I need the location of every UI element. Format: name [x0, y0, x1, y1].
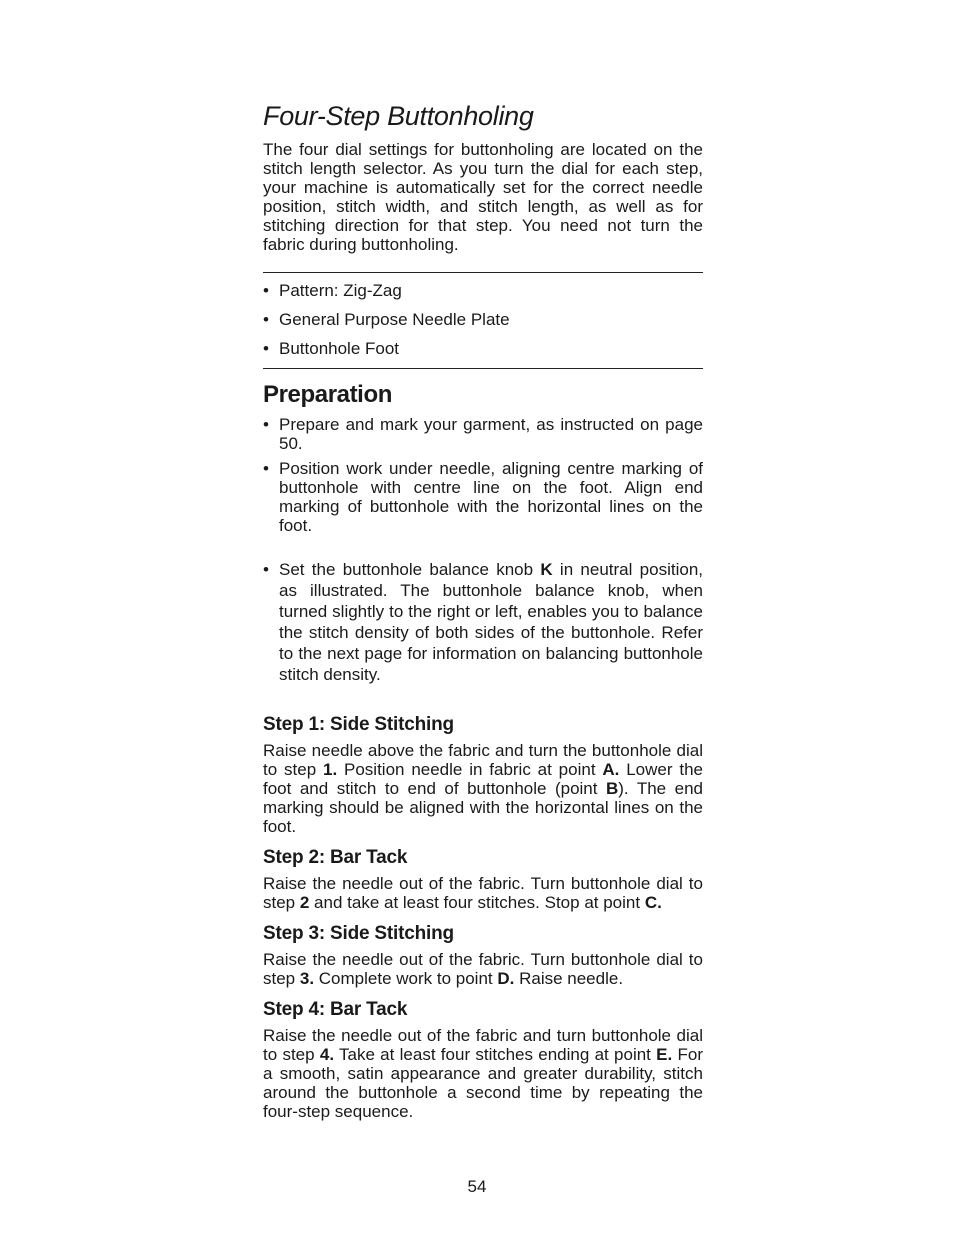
step-4-text: Raise the needle out of the fabric and turn buttonhole dial to step 4. Take at least four stitches ending at point E. For a smooth, satin appearance and greater durability, stitch around the buttonhole a second time by repeating the four-step sequence.: [263, 1026, 704, 1121]
page-title: Four-Step Buttonholing: [263, 101, 534, 131]
step-4-section: [263, 998, 703, 1121]
intro-paragraph: The four dial settings for buttonholing are located on the stitch length selector. As you turn the dial for each step, your machine is automatically set for the correct needle position, stitch width, and stitch length, as well as for stitching direction for that step. You need not turn the fabric during buttonholing.: [263, 140, 703, 254]
preparation-heading: Preparation: [263, 381, 392, 408]
bullet: •: [263, 281, 269, 300]
step-3-text: Raise the needle out of the fabric. Turn buttonhole dial to step 3. Complete work to point D. Raise needle.: [263, 950, 703, 988]
bullet: •: [263, 310, 269, 329]
step-2-text: Raise the needle out of the fabric. Turn buttonhole dial to step 2 and take at least four stitches. Stop at point C.: [263, 874, 703, 912]
prep-item-position: Position work under needle, aligning centre marking of buttonhole with centre line on the foot. Align end marking of buttonhole with the horizontal lines on the foot.: [279, 459, 703, 535]
step-1-section: [263, 713, 703, 836]
bullet: •: [263, 415, 269, 434]
bullet: •: [263, 560, 269, 579]
requirement-pattern: Pattern: Zig-Zag: [279, 281, 402, 300]
step-2-section: [263, 846, 703, 912]
divider-bottom: [263, 368, 703, 369]
page-number: 54: [467, 1177, 487, 1196]
bullet: •: [263, 339, 269, 358]
step-1-text: Raise needle above the fabric and turn the buttonhole dial to step 1. Position needle in fabric at point A. Lower the foot and stitch to end of buttonhole (point B). The end marking should be aligned with the horizontal lines on the foot.: [263, 741, 703, 836]
preparation-list: [263, 415, 703, 685]
step-3-heading: Step 3: Side Stitching: [263, 923, 454, 944]
step-2-heading: Step 2: Bar Tack: [263, 847, 408, 868]
requirements-list: [263, 281, 703, 358]
step-4-heading: Step 4: Bar Tack: [263, 999, 408, 1020]
requirement-needle-plate: General Purpose Needle Plate: [279, 310, 510, 329]
list-item: [263, 415, 703, 453]
list-item: [263, 559, 703, 685]
bullet: •: [263, 459, 269, 478]
manual-page: [263, 98, 703, 1127]
prep-item-mark: Prepare and mark your garment, as instructed on page 50.: [279, 415, 703, 453]
list-item: [263, 310, 703, 329]
prep-item-knob: Set the buttonhole balance knob K in neutral position, as illustrated. The buttonhole balance knob, when turned slightly to the right or left, enables you to balance the stitch density of both sides of the buttonhole. Refer to the next page for information on balancing buttonhole stitch density.: [279, 560, 703, 684]
requirement-foot: Buttonhole Foot: [279, 339, 400, 358]
list-item: [263, 281, 703, 300]
step-1-heading: Step 1: Side Stitching: [263, 714, 454, 735]
list-item: [263, 339, 703, 358]
list-item: [263, 459, 703, 535]
step-3-section: [263, 922, 703, 988]
divider-top: [263, 272, 703, 273]
